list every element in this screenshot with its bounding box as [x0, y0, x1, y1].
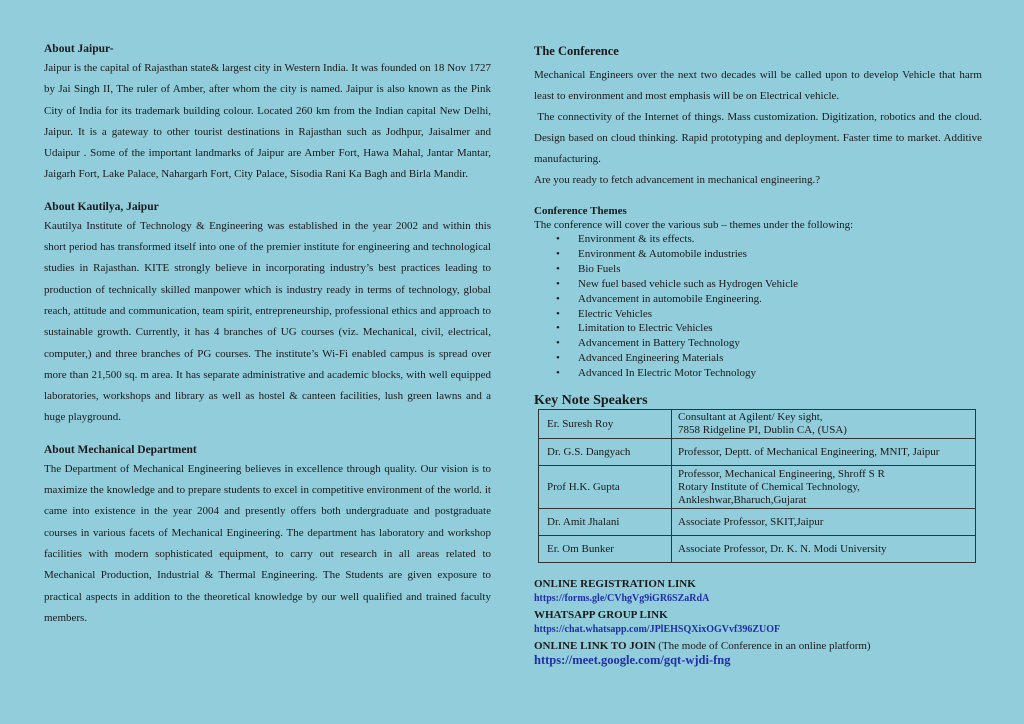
about-jaipur-text: Jaipur is the capital of Rajasthan state& largest city in Western India. It was founded on 18 Nov 1727 by Jai Singh II, The ruler of Amber, after whom the city is named. Jaipur is also known as the Pink City of India for its trademark building colour. Located 260 km from the Indian capital New Delhi, Jaipur. It is a gateway to other tourist destinations in Rajasthan such as Jodhpur, Jaisalmer and Udaipur . Some of the important landmarks of Jaipur are Amber Fort, Hawa Mahal, Jantar Mantar, Jaigarh Fort, Lake Palace, Nahargarh Fort, City Palace, Sisodia Rani Ka Bagh and Birla Mandir.	[44, 62, 491, 181]
affiliation-line: Associate Professor, SKIT,Jaipur	[678, 515, 824, 528]
about-jaipur-heading: About Jaipur-	[44, 43, 114, 55]
theme-item: • Advanced Engineering Materials	[578, 351, 982, 366]
theme-item: • Advanced In Electric Motor Technology	[578, 366, 982, 381]
left-column	[44, 40, 491, 641]
speaker-name: Er. Suresh Roy	[539, 410, 672, 439]
right-column	[534, 40, 985, 670]
speaker-affiliation	[672, 509, 976, 536]
theme-item: • Limitation to Electric Vehicles	[578, 321, 982, 336]
affiliation-line: 7858 Ridgeline PI, Dublin CA, (USA)	[678, 424, 847, 437]
table-row	[539, 439, 976, 466]
theme-item: • Environment & Automobile industries	[578, 247, 982, 262]
join-link-note: (The mode of Conference in an online platform)	[655, 640, 871, 653]
table-row	[539, 466, 976, 509]
conference-heading: The Conference	[534, 44, 619, 58]
about-mech-section	[44, 441, 491, 629]
affiliation-line: Professor, Deptt. of Mechanical Engineering, MNIT, Jaipur	[678, 445, 940, 458]
join-link[interactable]: https://meet.google.com/gqt-wjdi-fng	[534, 653, 731, 668]
speaker-name: Dr. G.S. Dangyach	[539, 439, 672, 466]
join-link-title: ONLINE LINK TO JOIN	[534, 640, 656, 653]
speaker-name: Er. Om Bunker	[539, 536, 672, 563]
themes-list	[534, 232, 982, 381]
conference-para-1: Mechanical Engineers over the next two decades will be called upon to develop Vehicle that harm least to environment and most emphasis will be on Electrical vehicle.	[534, 69, 982, 102]
table-row	[539, 509, 976, 536]
registration-link[interactable]: https://forms.gle/CVhgVg9iGR6SZaRdA	[534, 593, 710, 605]
speaker-affiliation	[672, 439, 976, 466]
conference-para-3: Are you ready to fetch advancement in mechanical engineering.?	[534, 174, 821, 186]
affiliation-line: Ankleshwar,Bharuch,Gujarat	[678, 493, 807, 506]
about-mech-text: The Department of Mechanical Engineering believes in excellence through quality. Our vision is to maximize the knowledge and to prepare students to excel in competitive environment of the world. it came into existence in the year 2004 and presently offers both undergraduate and postgraduate courses in various facets of Mechanical Engineering. The department has laboratory and workshop facilities with modern sophisticated equipment, to carry out research in all areas related to Mechanical Production, Industrial & Thermal Engineering. The Students are given exposure to practical aspects in addition to the theoretical knowledge by our well qualified and trained faculty members.	[44, 462, 491, 624]
speaker-affiliation	[672, 536, 976, 563]
themes-intro: The conference will cover the various sub – themes under the following:	[534, 219, 854, 231]
about-kautilya-heading: About Kautilya, Jaipur	[44, 200, 159, 213]
table-row	[539, 410, 976, 439]
speaker-name: Dr. Amit Jhalani	[539, 509, 672, 536]
about-jaipur-section	[44, 40, 491, 186]
theme-item: • Advancement in automobile Engineering.	[578, 292, 982, 307]
table-row	[539, 536, 976, 563]
about-mech-heading: About Mechanical Department	[44, 443, 197, 456]
affiliation-line: Rotary Institute of Chemical Technology,	[678, 480, 860, 493]
whatsapp-link-heading: WHATSAPP GROUP LINK	[534, 609, 668, 622]
affiliation-line: Consultant at Agilent/ Key sight,	[678, 411, 823, 424]
speaker-affiliation	[672, 410, 976, 439]
theme-item: • Electric Vehicles	[578, 307, 982, 322]
links-section	[534, 577, 982, 668]
conference-para-2: The connectivity of the Internet of things. Mass customization. Digitization, robotics and the cloud. Design based on cloud thinking. Rapid prototyping and deployment. Faster time to market. Additive manufacturing.	[534, 111, 985, 165]
whatsapp-link[interactable]: https://chat.whatsapp.com/JPlEHSQXixOGVvf396ZUOF	[534, 624, 781, 636]
theme-item: • Bio Fuels	[578, 262, 982, 277]
about-kautilya-text: Kautilya Institute of Technology & Engineering was established in the year 2002 and within this short period has transformed itself into one of the premier institute for engineering and technological studies in Rajasthan. KITE strongly believe in incorporating industry’s best practices leading to production of technically skilled manpower which is industry ready in terms of technology, global reach, attitude and communication, team spirit, entrepreneurship, professional ethics and approach to sustainable growth. Currently, it has 4 branches of UG courses (viz. Mechanical, civil, electrical, computer,) and three branches of PG courses. The institute’s Wi-Fi enabled campus is spread over more than 21,500 sq. m area. It has separate administrative and academic blocks, with well equipped laboratories, workshops and library as well as hostel & canteen facilities, lush green lawns and a huge playground.	[44, 219, 491, 424]
themes-heading: Conference Themes	[534, 205, 627, 217]
speaker-affiliation	[672, 466, 976, 509]
theme-item: • Advancement in Battery Technology	[578, 336, 982, 351]
affiliation-line: Professor, Mechanical Engineering, Shroff S R	[678, 467, 885, 480]
join-link-heading	[534, 639, 982, 653]
about-kautilya-section	[44, 198, 491, 429]
registration-link-heading: ONLINE REGISTRATION LINK	[534, 578, 696, 591]
theme-item: • Environment & its effects.	[578, 232, 982, 247]
speaker-name: Prof H.K. Gupta	[539, 466, 672, 509]
speakers-heading: Key Note Speakers	[534, 393, 648, 409]
speakers-table	[538, 409, 976, 563]
theme-item: • New fuel based vehicle such as Hydrogen Vehicle	[578, 277, 982, 292]
affiliation-line: Associate Professor, Dr. K. N. Modi University	[678, 542, 887, 555]
